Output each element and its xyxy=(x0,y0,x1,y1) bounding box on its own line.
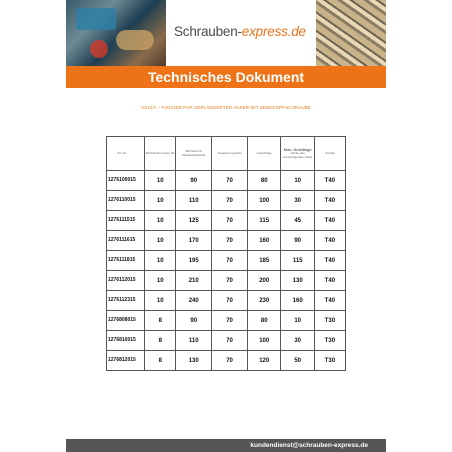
logo-main-text: Schrauben- xyxy=(174,24,242,39)
table-cell-l: 160 xyxy=(247,231,280,251)
table-cell-a: T40 xyxy=(314,271,345,291)
table-cell-a: T40 xyxy=(314,211,345,231)
header-cell: Ankerlänge xyxy=(247,137,280,171)
table-cell-h: 125 xyxy=(176,211,212,231)
screws-photo xyxy=(316,0,386,66)
header-cell: Verankerungstiefe xyxy=(212,137,248,171)
tools-photo xyxy=(66,0,166,66)
table-cell-d: 10 xyxy=(145,171,176,191)
table-cell-h: 240 xyxy=(176,291,212,311)
table-cell-l: 100 xyxy=(247,331,280,351)
table-cell-n: 130 xyxy=(281,271,314,291)
logo-area xyxy=(166,0,316,66)
table-cell-h: 110 xyxy=(176,331,212,351)
table-row xyxy=(107,211,346,231)
table-row xyxy=(107,171,346,191)
table-cell-h: 90 xyxy=(176,311,212,331)
table-cell-art: 1276111815 xyxy=(107,251,145,271)
table-cell-art: 1276100015 xyxy=(107,171,145,191)
table-cell-d: 10 xyxy=(145,231,176,251)
table-header-row xyxy=(107,137,346,171)
table-cell-d: 8 xyxy=(145,311,176,331)
table-cell-a: T40 xyxy=(314,291,345,311)
table-cell-d: 8 xyxy=(145,351,176,371)
table-row xyxy=(107,291,346,311)
table-cell-v: 70 xyxy=(212,171,248,191)
table-cell-art: 1276112315 xyxy=(107,291,145,311)
table-cell-v: 70 xyxy=(212,331,248,351)
table-cell-d: 10 xyxy=(145,191,176,211)
table-cell-v: 70 xyxy=(212,311,248,331)
table-cell-h: 210 xyxy=(176,271,212,291)
table-cell-a: T40 xyxy=(314,191,345,211)
table-cell-h: 170 xyxy=(176,231,212,251)
header-banner xyxy=(66,0,386,66)
product-subtitle: VS127i – FISCHER FUR VERLÄNGERTER ANKER MIT SENKKOPFSCHRAUBE xyxy=(141,105,311,110)
table-cell-v: 70 xyxy=(212,291,248,311)
table-row xyxy=(107,191,346,211)
table-cell-d: 10 xyxy=(145,251,176,271)
document-page xyxy=(66,0,386,452)
table-cell-n: 10 xyxy=(281,171,314,191)
table-cell-v: 70 xyxy=(212,351,248,371)
table-cell-a: T30 xyxy=(314,311,345,331)
table-cell-a: T40 xyxy=(314,251,345,271)
table-cell-l: 100 xyxy=(247,191,280,211)
document-title: Technisches Dokument xyxy=(147,69,305,85)
table-cell-art: 1276111515 xyxy=(107,211,145,231)
table-cell-l: 80 xyxy=(247,311,280,331)
header-cell xyxy=(281,137,314,171)
table-cell-a: T40 xyxy=(314,171,345,191)
header-cell-sub: (Dicke des anzubringenden Teils) xyxy=(283,151,313,160)
table-cell-l: 80 xyxy=(247,171,280,191)
table-cell-d: 10 xyxy=(145,291,176,311)
table-cell-v: 70 xyxy=(212,251,248,271)
table-cell-v: 70 xyxy=(212,231,248,251)
table-cell-n: 50 xyxy=(281,351,314,371)
footer-bar xyxy=(66,439,386,452)
table-cell-v: 70 xyxy=(212,271,248,291)
table-row xyxy=(107,231,346,251)
table-cell-v: 70 xyxy=(212,211,248,231)
logo-accent-text: express.de xyxy=(241,24,306,39)
table-row xyxy=(107,251,346,271)
table-cell-art: 1276810015 xyxy=(107,331,145,351)
table-cell-h: 90 xyxy=(176,171,212,191)
table-cell-d: 10 xyxy=(145,211,176,231)
table-row xyxy=(107,351,346,371)
table-cell-art: 1276112015 xyxy=(107,271,145,291)
table-cell-v: 70 xyxy=(212,191,248,211)
table-cell-art: 1276111615 xyxy=(107,231,145,251)
header-cell-main: Max. Nutzlänge xyxy=(283,147,312,153)
table-cell-l: 115 xyxy=(247,211,280,231)
header-cell: Antrieb xyxy=(314,137,345,171)
table-cell-art: 1276808015 xyxy=(107,311,145,331)
brand-logo[interactable] xyxy=(174,24,306,39)
table-cell-n: 160 xyxy=(281,291,314,311)
table-cell-h: 110 xyxy=(176,191,212,211)
table-cell-l: 185 xyxy=(247,251,280,271)
footer-email-link[interactable]: kundendienst@schrauben-express.de xyxy=(250,442,368,449)
table-row xyxy=(107,331,346,351)
table-cell-d: 8 xyxy=(145,331,176,351)
table-row xyxy=(107,271,346,291)
table-cell-a: T30 xyxy=(314,331,345,351)
spec-table xyxy=(106,136,346,371)
table-cell-n: 30 xyxy=(281,191,314,211)
header-cell: Art.-Nr. xyxy=(107,137,145,171)
table-cell-n: 115 xyxy=(281,251,314,271)
table-cell-art: 1276110015 xyxy=(107,191,145,211)
table-cell-l: 230 xyxy=(247,291,280,311)
table-cell-a: T30 xyxy=(314,351,345,371)
header-cell: Bohrtiefe h0 Dübeleinsetztiefe xyxy=(176,137,212,171)
table-cell-h: 195 xyxy=(176,251,212,271)
table-cell-l: 200 xyxy=(247,271,280,291)
table-cell-n: 90 xyxy=(281,231,314,251)
table-cell-n: 30 xyxy=(281,331,314,351)
table-cell-art: 1276812015 xyxy=(107,351,145,371)
table-cell-n: 10 xyxy=(281,311,314,331)
table-cell-a: T40 xyxy=(314,231,345,251)
table-cell-n: 45 xyxy=(281,211,314,231)
table-cell-l: 120 xyxy=(247,351,280,371)
header-cell: Bohrdurchmesser d0 xyxy=(145,137,176,171)
table-cell-h: 130 xyxy=(176,351,212,371)
table-row xyxy=(107,311,346,331)
table-cell-d: 10 xyxy=(145,271,176,291)
